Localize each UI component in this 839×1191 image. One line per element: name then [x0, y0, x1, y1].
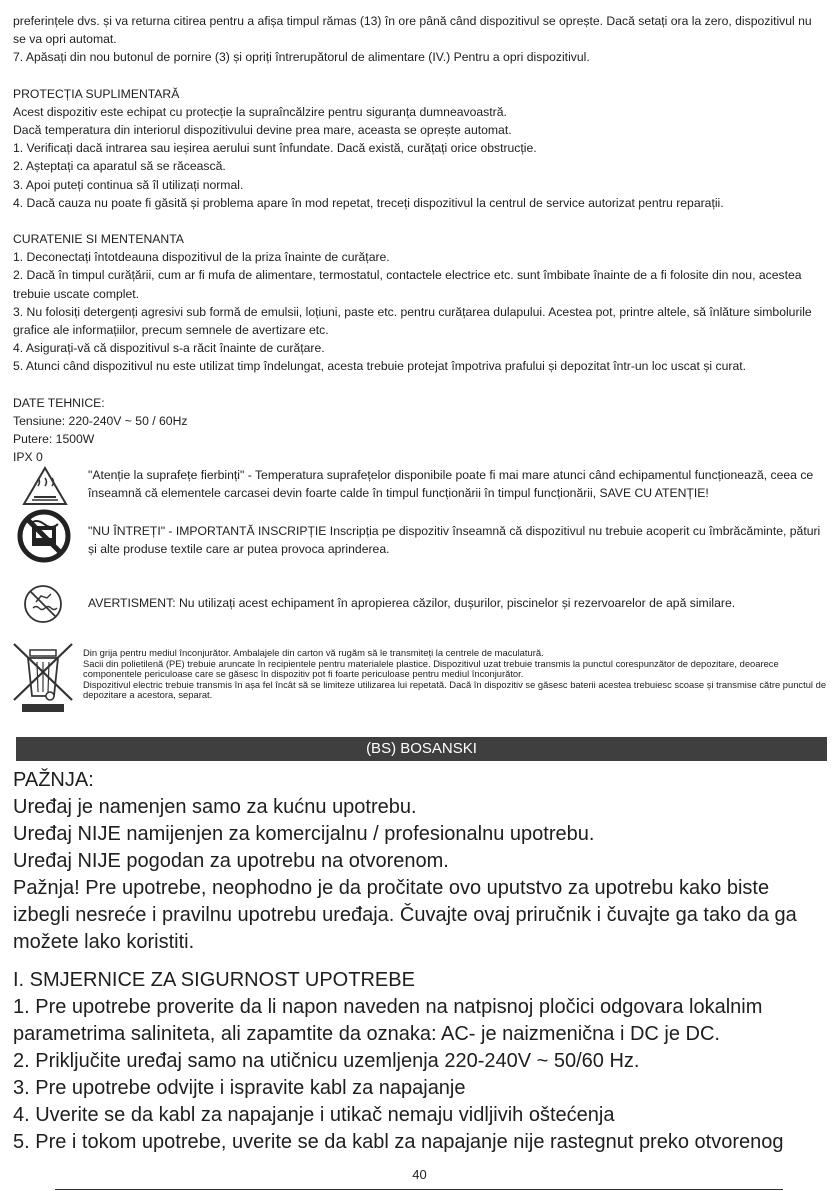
bosnian-attention-block	[13, 767, 828, 956]
section-heading-tech: DATE TEHNICE:	[13, 395, 105, 410]
romanian-text-block	[13, 12, 825, 466]
bosnian-safety-block	[13, 967, 828, 1156]
paragraph: Pažnja! Pre upotrebe, neophodno je da pročitate ovo uputstvo za upotrebu kako biste izbegli nesreće i pravilnu upotrebu uređaja. Čuvajte ovaj priručnik i čuvajte ga tako da ga možete lako koristiti.	[13, 877, 797, 953]
language-section-bar: (BS) BOSANSKI	[16, 737, 827, 761]
list-item: 3. Pre upotrebe odvijte i ispravite kabl za napajanje	[13, 1077, 466, 1099]
attention-heading: PAŽNJA:	[13, 769, 94, 791]
safety-heading: I. SMJERNICE ZA SIGURNOST UPOTREBE	[13, 969, 415, 991]
paragraph: Dispozitivul electric trebuie transmis în așa fel încât să se limiteze utilizarea lui repetată. Dacă în dispozitiv se găsesc baterii acestea trebuiesc scoase și transmise către punctul de depozitare a acestora, separat.	[83, 678, 827, 701]
list-item: 2. Așteptați ca aparatul să se răcească.	[13, 159, 226, 174]
paragraph: Uređaj je namenjen samo za kućnu upotrebu.	[13, 796, 417, 818]
paragraph: Sacii din polietilenă (PE) trebuie aruncate în recipientele pentru materialele plastice. Dispozitivul uzat trebuie transmis la punctul corespunzător de depozitare, deoarece componentele periculoase care se găsesc în dispozitiv pot fi foarte periculoase pentru mediul înconjurător.	[83, 657, 779, 680]
hot-surface-icon	[22, 466, 68, 506]
list-item: 1. Verificați dacă intrarea sau ieșirea aerului sunt înfundate. Dacă există, curățați orice obstrucție.	[13, 141, 537, 156]
spec-voltage: Tensiune: 220-240V ~ 50 / 60Hz	[13, 413, 188, 428]
list-item: 2. Dacă în timpul curățării, cum ar fi mufa de alimentare, termostatul, contactele electrice etc. sunt îmbibate înainte de a fi folosite din nou, acestea trebuie uscate complet.	[13, 268, 802, 301]
paragraph: 7. Apăsați din nou butonul de pornire (3) și opriți întrerupătorul de alimentare (IV.) Pentru a opri dispozitivul.	[13, 50, 590, 65]
list-item: 2. Priključite uređaj samo na utičnicu uzemljenja 220-240V ~ 50/60 Hz.	[13, 1050, 640, 1072]
paragraph: Dacă temperatura din interiorul dispozitivului devine prea mare, aceasta se oprește automat.	[13, 123, 512, 138]
water-warning-text: AVERTISMENT: Nu utilizați acest echipament în apropierea căzilor, dușurilor, piscinelor și rezervoarelor de apă similare.	[88, 596, 736, 610]
list-item: 1. Pre upotrebe proverite da li napon naveden na natpisnoj pločici odgovara lokalnim parametrima saliniteta, ali zapamtite da oznaka: AC- je naizmenična i DC je DC.	[13, 996, 763, 1045]
list-item: 5. Atunci când dispozitivul nu este utilizat timp îndelungat, acesta trebuie protejat împotriva prafului și depozitat într-un loc uscat și curat.	[13, 359, 746, 374]
list-item: 3. Apoi puteți continua să îl utilizați normal.	[13, 177, 244, 192]
paragraph: Uređaj NIJE namijenjen za komercijalnu / profesionalnu upotrebu.	[13, 823, 595, 845]
footer-divider	[55, 1189, 783, 1190]
list-item: 4. Asigurați-vă că dispozitivul s-a răcit înainte de curățare.	[13, 341, 325, 356]
list-item: 5. Pre i tokom upotrebe, uverite se da kabl za napajanje nije rastegnut preko otvorenog	[13, 1131, 784, 1153]
list-item: 1. Deconectați întotdeauna dispozitivul de la priza înainte de curățare.	[13, 250, 390, 265]
paragraph: Din grija pentru mediul înconjurător. Ambalajele din carton vă rugăm să le transmiteți la centrele de maculatură.	[83, 647, 544, 658]
environment-notice	[83, 648, 828, 701]
no-water-icon	[22, 584, 64, 624]
hot-surface-text: "Atenție la suprafețe fierbinți" - Temperatura suprafețelor disponibile poate fi mai mare atunci când echipamentul funcționează, ceea ce înseamnă că elementele carcasei devin foarte calde în timpul funcționării în timpul funcționării, SAVE CU ATENȚIE!	[88, 468, 814, 501]
paragraph: Acest dispozitiv este echipat cu protecție la supraîncălzire pentru siguranța dumneavoastră.	[13, 104, 507, 119]
section-heading-protection: PROTECȚIA SUPLIMENTARĂ	[13, 86, 180, 101]
spec-power: Putere: 1500W	[13, 432, 95, 447]
do-not-cover-text: "NU ÎNTREȚI" - IMPORTANTĂ INSCRIPȚIE Inscripția pe dispozitiv înseamnă că dispozitivul nu trebuie acoperit cu îmbrăcăminte, pături și alte produse textile care ar putea provoca aprinderea.	[88, 524, 821, 557]
do-not-cover-icon	[16, 508, 72, 564]
spec-ip-rating: IPX 0	[13, 450, 43, 465]
paragraph: preferințele dvs. și va returna citirea pentru a afișa timpul rămas (13) în ore până când dispozitivul se oprește. Dacă setați ora la zero, dispozitivul nu se va opri automat.	[13, 14, 812, 47]
weee-bin-icon	[10, 640, 76, 714]
paragraph: Uređaj NIJE pogodan za upotrebu na otvorenom.	[13, 850, 449, 872]
list-item: 3. Nu folosiți detergenți agresivi sub formă de emulsii, loțiuni, paste etc. pentru curățarea dulapului. Acestea pot, printre altele, să înlăture simbolurile grafice ale informațiilor, precum semnele de avertizare etc.	[13, 304, 812, 338]
list-item: 4. Dacă cauza nu poate fi găsită și problema apare în mod repetat, treceți dispozitivul la centrul de service autorizat pentru reparații.	[13, 195, 724, 210]
page-number: 40	[412, 1167, 427, 1182]
section-heading-cleaning: CURATENIE SI MENTENANTA	[13, 232, 184, 247]
list-item: 4. Uverite se da kabl za napajanje i utikač nemaju vidljivih oštećenja	[13, 1104, 615, 1126]
